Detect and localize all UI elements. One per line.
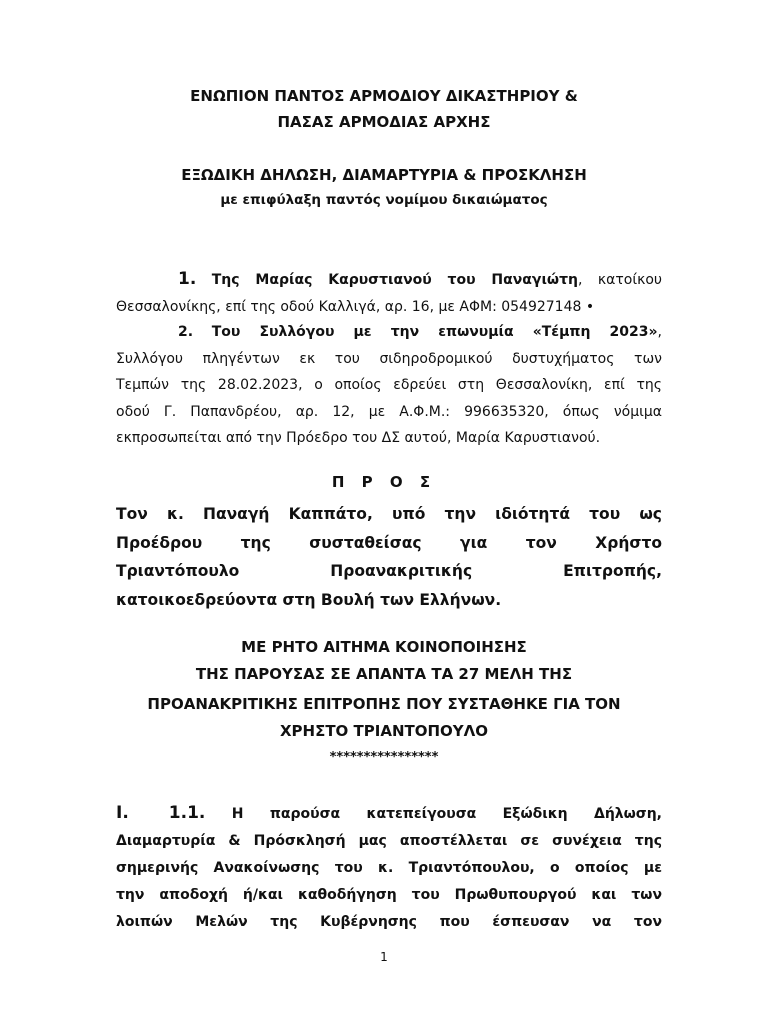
recipient-line-4: κατοικοεδρεύοντα στη Βουλή των Ελλήνων. — [116, 590, 502, 609]
pros-heading: Π Ρ Ο Σ — [331, 473, 437, 491]
recipient-block — [116, 500, 662, 614]
party-2-block — [116, 319, 662, 452]
party-2-line-4: οδού Γ. Παπανδρέου, αρ. 12, με Α.Φ.Μ.: 996635320, όπως νόμιμα — [116, 403, 662, 420]
recipient-line-2: Προέδρου της συσταθείσας για τον Χρήστο — [116, 533, 662, 552]
document-title: ΕΞΩΔΙΚΗ ΔΗΛΩΣΗ, ΔΙΑΜΑΡΤΥΡΙΑ & ΠΡΟΣΚΛΗΣΗ — [181, 166, 587, 184]
party-1-line-2: Θεσσαλονίκης, επί της οδού Καλλιγά, αρ. 16, με ΑΦΜ: 054927148 • — [116, 299, 595, 315]
document-subtitle: με επιφύλαξη παντός νομίμου δικαιώματος — [220, 192, 548, 208]
party-2-line-1 — [116, 319, 662, 346]
section-1-line-3: σημερινής Ανακοίνωσης του κ. Τριαντόπουλου, ο οποίος με — [116, 860, 662, 876]
party-1-number: 1. — [178, 269, 197, 289]
notice-line-3: ΠΡΟΑΝΑΚΡΙΤΙΚΗΣ ΕΠΙΤΡΟΠΗΣ ΠΟΥ ΣΥΣΤΑΘΗΚΕ ΓΙΑ ΤΟΝ — [147, 695, 621, 713]
notice-line-2: ΤΗΣ ΠΑΡΟΥΣΑΣ ΣΕ ΑΠΑΝΤΑ ΤΑ 27 ΜΕΛΗ ΤΗΣ — [195, 665, 573, 683]
party-2-number: 2. — [178, 324, 194, 340]
party-2-name: Του Συλλόγου με την επωνυμία «Τέμπη 2023» — [211, 324, 658, 340]
party-2-line-3: Τεμπών της 28.02.2023, ο οποίος εδρεύει στη Θεσσαλονίκη, επί της — [116, 377, 662, 394]
recipient-line-1: Τον κ. Παναγή Καππάτο, υπό την ιδιότητά του ως — [116, 505, 662, 523]
section-1-line-1 — [116, 800, 662, 828]
notice-line-4: ΧΡΗΣΤΟ ΤΡΙΑΝΤΟΠΟΥΛΟ — [279, 722, 489, 740]
page-number: 1 — [380, 950, 388, 964]
court-header-line-1: ΕΝΩΠΙΟΝ ΠΑΝΤΟΣ ΑΡΜΟΔΙΟΥ ΔΙΚΑΣΤΗΡΙΟΥ & — [190, 87, 578, 105]
section-1-line-5: λοιπών Μελών της Κυβέρνησης που έσπευσαν να τον — [116, 914, 662, 930]
section-1-line-4: την αποδοχή ή/και καθοδήγηση του Πρωθυπουργού και των — [116, 887, 662, 903]
section-roman-number: Ι. — [116, 803, 129, 823]
party-1-block — [116, 266, 662, 321]
party-1-line-1 — [116, 266, 662, 294]
party-2-line-2: Συλλόγου πληγέντων εκ του σιδηροδρομικού δυστυχήματος των — [116, 350, 662, 367]
separator-stars: **************** — [329, 750, 439, 765]
recipient-line-3: Τριαντόπουλο Προανακριτικής Επιτροπής, — [116, 562, 662, 580]
party-1-line-1-rest: , κατοίκου — [577, 272, 663, 288]
notice-line-1: ΜΕ ΡΗΤΟ ΑΙΤΗΜΑ ΚΟΙΝΟΠΟΙΗΣΗΣ — [241, 638, 527, 656]
party-1-name: Της Μαρίας Καρυστιανού του Παναγιώτη — [211, 272, 578, 288]
section-1-block — [116, 800, 662, 936]
court-header-line-2: ΠΑΣΑΣ ΑΡΜΟΔΙΑΣ ΑΡΧΗΣ — [277, 113, 491, 131]
section-paragraph-number: 1.1. — [168, 803, 206, 823]
section-1-line-2: Διαμαρτυρία & Πρόσκλησή μας αποστέλλεται σε συνέχεια της — [116, 833, 662, 849]
party-2-line-1-rest: , — [657, 324, 662, 340]
section-1-line-1-text: Η παρούσα κατεπείγουσα Εξώδικη Δήλωση, — [231, 806, 662, 822]
party-2-line-5: εκπροσωπείται από την Πρόεδρο του ΔΣ αυτού, Μαρία Καρυστιανού. — [116, 430, 601, 447]
